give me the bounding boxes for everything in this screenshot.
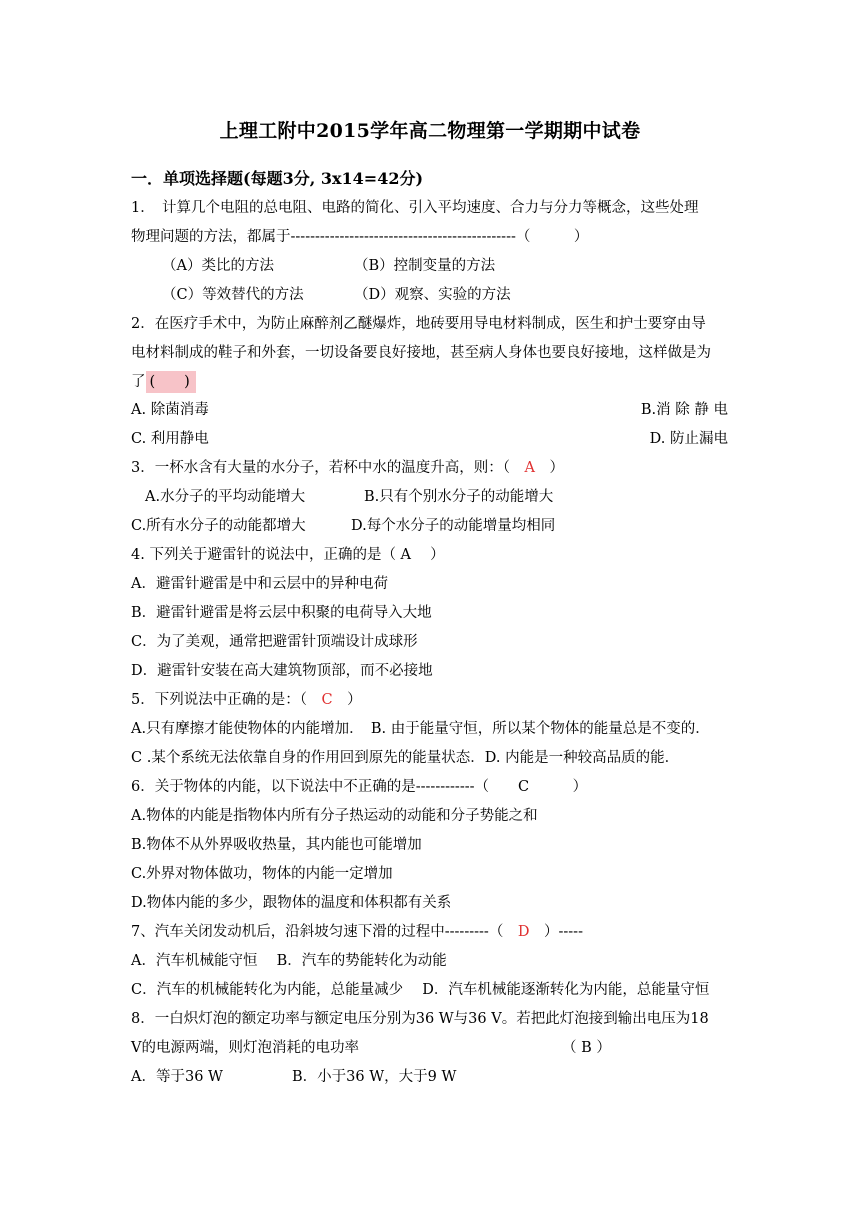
section-heading: 一．单项选择题(每题3分, 3x14=42分) xyxy=(131,169,424,188)
q6-stem: 6．关于物体的内能，以下说法中不正确的是------------（ C ） xyxy=(131,779,588,795)
q2-option-a: A. 除菌消毒 xyxy=(131,402,209,418)
q5-stem-text: 5．下列说法中正确的是：（ xyxy=(131,692,307,708)
q7-line2: C．汽车的机械能转化为内能，总能量减少 D．汽车机械能逐渐转化为内能，总能量守恒 xyxy=(131,982,710,998)
q4-option-a: A．避雷针避雷是中和云层中的异种电荷 xyxy=(131,576,388,592)
q4-option-b: B．避雷针避雷是将云层中积聚的电荷导入大地 xyxy=(131,605,432,621)
q2-option-b: B.消 除 静 电 xyxy=(640,402,728,418)
q6-option-b: B.物体不从外界吸收热量，其内能也可能增加 xyxy=(131,837,422,853)
q4-option-c: C．为了美观，通常把避雷针顶端设计成球形 xyxy=(131,634,418,650)
q2-line3-text: 了 xyxy=(131,374,146,390)
q7-answer: D xyxy=(517,924,530,940)
q1-option-c: （C）等效替代的方法 xyxy=(162,287,304,303)
q1-option-d: （D）观察、实验的方法 xyxy=(354,287,511,303)
q7-line1: A．汽车机械能守恒 B．汽车的势能转化为动能 xyxy=(131,953,447,969)
q3-stem-close: ） xyxy=(549,460,564,476)
q8-option-b: B．小于36 W，大于9 W xyxy=(292,1069,457,1085)
q5-line2: C .某个系统无法依靠自身的作用回到原先的能量状态．D. 内能是一种较高品质的能． xyxy=(131,750,680,766)
q6-option-d: D.物体内能的多少，跟物体的温度和体积都有关系 xyxy=(131,895,452,911)
q3-option-c: C.所有水分子的动能都增大 xyxy=(131,518,306,534)
q2-line2: 电材料制成的鞋子和外套，一切设备要良好接地，甚至病人身体也要良好接地，这样做是为 xyxy=(131,345,711,361)
q8-line2: V的电源两端，则灯泡消耗的电功率 xyxy=(131,1040,359,1056)
q5-stem xyxy=(131,690,362,710)
q1-line1: 1． 计算几个电阻的总电阻、电路的简化、引入平均速度、合力与分力等概念，这些处理 xyxy=(131,200,699,216)
q2-line1: 2．在医疗手术中，为防止麻醉剂乙醚爆炸，地砖要用导电材料制成，医生和护士要穿由导 xyxy=(131,316,706,332)
q4-stem: 4. 下列关于避雷针的说法中，正确的是（ A ） xyxy=(131,547,445,563)
q8-line1: 8．一白炽灯泡的额定功率与额定电压分别为36 W与36 V。若把此灯泡接到输出电压为18 xyxy=(131,1011,709,1027)
q8-option-a: A．等于36 W xyxy=(131,1069,223,1085)
q7-stem xyxy=(131,922,583,942)
q5-line1: A.只有摩擦才能使物体的内能增加． B. 由于能量守恒，所以某个物体的能量总是不变的． xyxy=(131,721,710,737)
q3-stem-text: 3．一杯水含有大量的水分子，若杯中水的温度升高，则：（ xyxy=(131,460,510,476)
q2-option-c: C. 利用静电 xyxy=(131,431,209,447)
q5-answer: C xyxy=(321,692,333,708)
q7-stem-text: 7、汽车关闭发动机后，沿斜坡匀速下滑的过程中---------（ xyxy=(131,924,504,940)
q1-line2: 物理问题的方法，都属于----------------------------------------------（ ） xyxy=(131,229,589,245)
q4-option-d: D．避雷针安装在高大建筑物顶部，而不必接地 xyxy=(131,663,433,679)
exam-title: 上理工附中2015学年高二物理第一学期期中试卷 xyxy=(219,120,641,142)
q2-option-d: D. 防止漏电 xyxy=(649,431,728,447)
q3-stem xyxy=(131,458,564,478)
q3-option-a: A.水分子的平均动能增大 xyxy=(145,489,306,505)
q1-option-a: （A）类比的方法 xyxy=(162,258,274,274)
q8-answer: （ B ） xyxy=(562,1040,611,1056)
q6-option-c: C.外界对物体做功，物体的内能一定增加 xyxy=(131,866,393,882)
q3-option-d: D.每个水分子的动能增量均相同 xyxy=(351,518,556,534)
q7-stem-close: ）----- xyxy=(543,924,583,940)
q6-option-a: A.物体的内能是指物体内所有分子热运动的动能和分子势能之和 xyxy=(131,808,538,824)
q3-answer: A xyxy=(524,460,535,476)
q1-option-b: （B）控制变量的方法 xyxy=(354,258,496,274)
q2-line3 xyxy=(131,372,196,392)
q2-answer-highlight: ( ) xyxy=(146,371,196,393)
q5-stem-close: ） xyxy=(347,692,362,708)
q3-option-b: B.只有个别水分子的动能增大 xyxy=(364,489,554,505)
